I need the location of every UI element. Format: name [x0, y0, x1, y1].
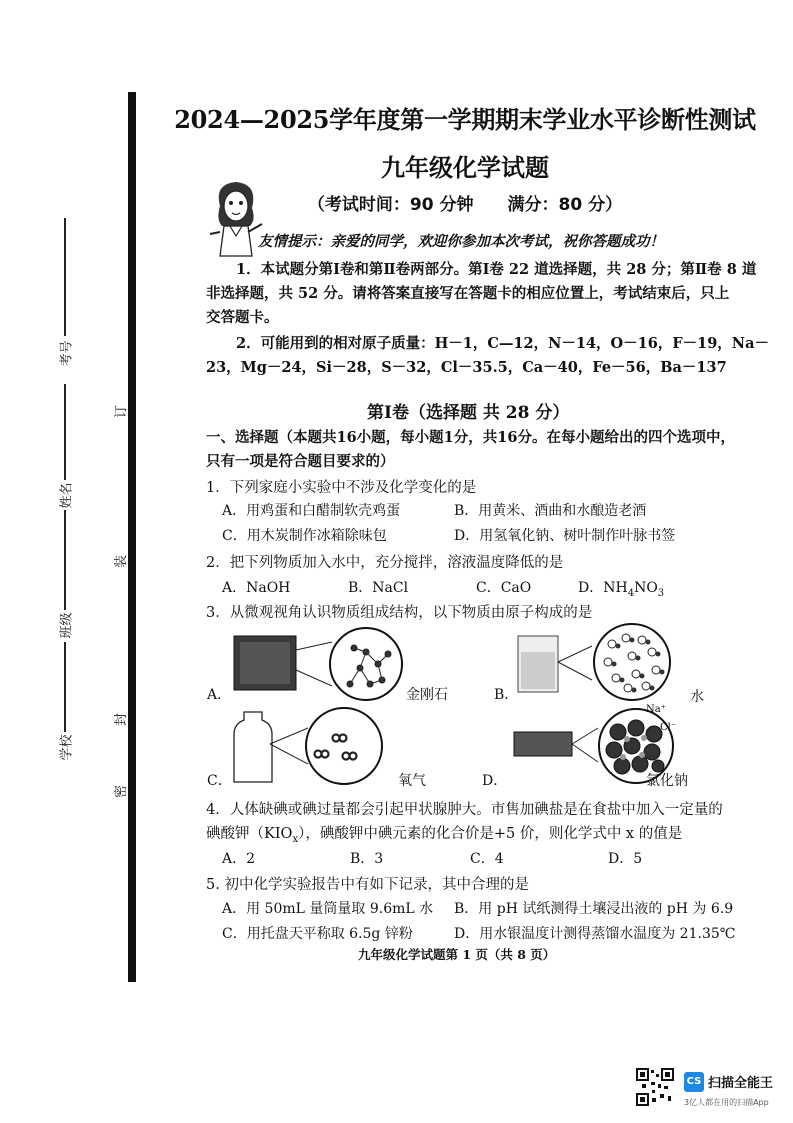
exam-info: （考试时间：90 分钟 满分：80 分） — [307, 195, 623, 215]
class-label: 班级 — [59, 612, 75, 639]
camscanner-logo: CS — [684, 1072, 704, 1092]
binding-bar — [128, 92, 136, 982]
question-5-option-c: C．用托盘天平称取 6.5g 锌粉 — [222, 926, 413, 942]
question-3-option-b-label: B． — [494, 687, 519, 703]
instruction-1-line1: 1．本试题分第Ⅰ卷和第Ⅱ卷两部分。第Ⅰ卷 22 道选择题，共 28 分；第Ⅱ卷 8 道 — [236, 261, 757, 278]
name-label: 姓名 — [59, 482, 75, 509]
section-1-heading-line1: 一、选择题（本题共16小题，每小题1分，共16分。在每小题给出的四个选项中， — [206, 429, 735, 446]
question-2-option-b: B．NaCl — [348, 580, 409, 596]
school-label: 学校 — [59, 734, 75, 761]
seal-char-zhuang: 装 — [114, 554, 130, 569]
name-line — [64, 384, 66, 480]
diamond-structure-image — [232, 624, 412, 704]
question-2-option-c: C．CaO — [476, 580, 532, 596]
question-4-stem-line1: 4．人体缺碘或碘过量都会引起甲状腺肿大。市售加碘盐是在食盐中加入一定量的 — [206, 802, 723, 818]
qr-code-icon — [636, 1068, 674, 1106]
section-1-title: 第Ⅰ卷（选择题 共 28 分） — [367, 403, 570, 423]
question-4-stem-line2: 碘酸钾$(KIO_x)$，碘酸钾中碘元素的化合价是+5 价，则化学式中 x 的值是 — [206, 826, 683, 845]
question-1-option-b: B．用黄米、酒曲和水酿造老酒 — [454, 503, 647, 519]
instruction-1-line2: 非选择题，共 52 分。请将答案直接写在答题卡的相应位置上，考试结束后，只上 — [206, 285, 730, 302]
water-caption: 水 — [690, 689, 704, 705]
instruction-1-line3: 交答题卡。 — [206, 309, 279, 326]
exam-no-label: 考号 — [59, 340, 75, 367]
camscanner-name: 扫描全能王 — [708, 1076, 774, 1091]
instruction-2-line2: 23，Mg－24，Si－28，S－32，Cl－35.5，Ca－40，Fe－56，Ba－137 — [206, 359, 727, 376]
question-2-option-d: D．$NH_4NO_3$ — [578, 580, 665, 599]
question-1-option-a: A．用鸡蛋和白醋制软壳鸡蛋 — [222, 503, 401, 519]
question-2-option-a: A．NaOH — [222, 580, 291, 596]
class-line — [64, 510, 66, 610]
seal-char-ding: 订 — [114, 404, 130, 419]
question-3-option-d-label: D． — [482, 773, 508, 789]
question-1-stem: 1．下列家庭小实验中不涉及化学变化的是 — [206, 480, 477, 496]
question-4-option-b: B．3 — [350, 851, 384, 867]
question-3-stem: 3．从微观视角认识物质组成结构，以下物质由原子构成的是 — [206, 605, 593, 621]
paper-subtitle: 九年级化学试题 — [381, 153, 549, 182]
chloride-ion-label: Cl⁻ — [660, 722, 677, 733]
oxygen-structure-image — [232, 706, 392, 786]
greeting-tip: 友情提示：亲爱的同学，欢迎你参加本次考试，祝你答题成功！ — [258, 233, 664, 250]
question-5-option-d: D．用水银温度计测得蒸馏水温度为 21.35℃ — [454, 926, 736, 942]
section-1-heading-line2: 只有一项是符合题目要求的） — [206, 453, 395, 470]
camscanner-tagline: 3亿人都在用的扫描App — [684, 1098, 769, 1107]
page-footer: 九年级化学试题第 1 页（共 8 页） — [358, 947, 556, 962]
question-4-option-c: C．4 — [470, 851, 504, 867]
water-structure-image — [512, 622, 674, 704]
question-3-option-c-label: C． — [207, 773, 232, 789]
oxygen-caption: 氧气 — [398, 773, 426, 789]
question-3-option-a-label: A． — [207, 687, 232, 703]
question-1-option-c: C．用木炭制作冰箱除味包 — [222, 528, 387, 544]
cartoon-girl-illustration — [206, 176, 266, 258]
sodium-chloride-caption: 氯化钠 — [646, 773, 688, 789]
seal-char-feng: 封 — [114, 712, 130, 727]
question-5-option-a: A．用 50mL 量筒量取 9.6mL 水 — [222, 901, 434, 917]
seal-char-mi: 密 — [114, 784, 130, 799]
exam-title: 2024—2025学年度第一学期期末学业水平诊断性测试 — [174, 105, 756, 134]
instruction-2-line1: 2．可能用到的相对原子质量：H－1，C—12，N－14，O－16，F－19，Na－ — [236, 335, 769, 352]
question-2-stem: 2．把下列物质加入水中，充分搅拌，溶液温度降低的是 — [206, 555, 564, 571]
question-5-option-b: B．用 pH 试纸测得土壤浸出液的 pH 为 6.9 — [454, 901, 734, 917]
sodium-ion-label: Na⁺ — [646, 704, 666, 715]
question-4-option-a: A．2 — [222, 851, 256, 867]
question-1-option-d: D．用氢氧化钠、树叶制作叶脉书签 — [454, 528, 676, 544]
diamond-caption: 金刚石 — [406, 687, 448, 703]
school-line — [64, 642, 66, 732]
question-4-option-d: D．5 — [608, 851, 643, 867]
question-5-stem: 5. 初中化学实验报告中有如下记录，其中合理的是 — [206, 877, 529, 893]
exam-no-line — [64, 218, 66, 336]
